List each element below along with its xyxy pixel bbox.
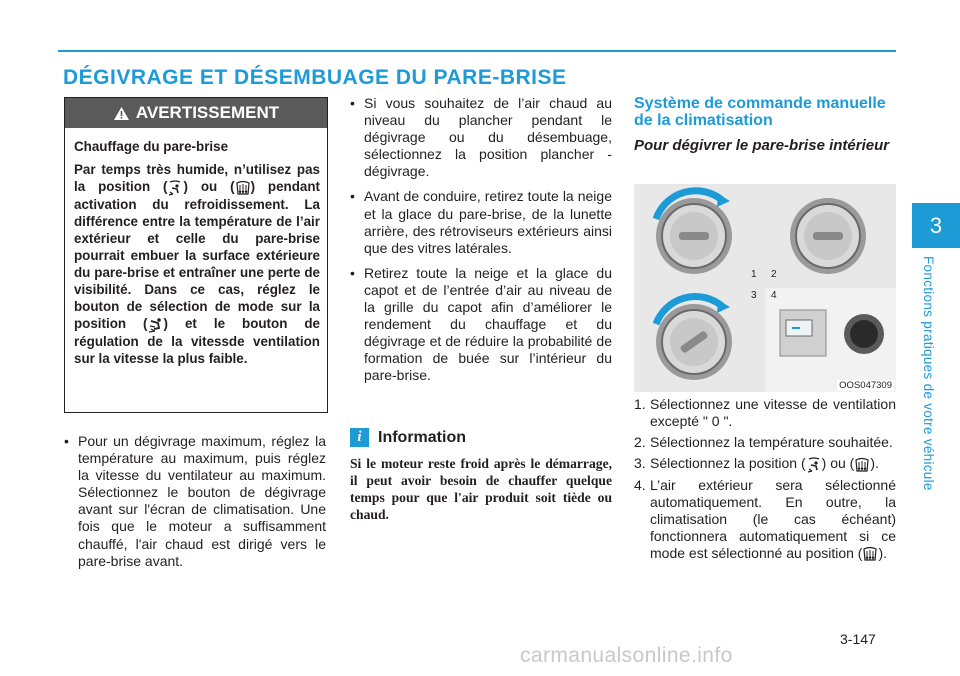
figure-label: 2 — [771, 269, 777, 280]
warning-text — [74, 161, 320, 367]
floor-vent-icon — [148, 317, 164, 333]
warning-body — [74, 138, 320, 373]
figure-label: 1 — [751, 269, 757, 280]
list-item — [634, 477, 896, 563]
step-text: ). — [878, 544, 888, 561]
section-title: Système de commande manuelle de la climatisation — [634, 95, 886, 129]
warning-heading: AVERTISSEMENT — [135, 103, 280, 122]
warning-text-b: ) ou ( — [183, 179, 235, 195]
page-number: 3-147 — [840, 631, 876, 647]
list-item: • Retirez toute la neige et la glace du capot et de l’entrée d’air au niveau de la grille du capot afin d’améliorer le rendement du chauffage et du dégivrage et de réduire la probabilité de formation de buée sur l’intérieur du pare-brise. — [350, 265, 612, 385]
warning-title: Chauffage du pare-brise — [74, 139, 229, 154]
warning-text-c: ) pendant activation du refroidissement. La différence entre la température de l’air extérieur et celle du pare-brise pourrait embuer la surface extérieure du pare-brise et entraîner une perte de visibilité. Dans ce cas, réglez le bouton de sélection de mode sur la position ( — [74, 179, 320, 332]
climate-control-figure — [634, 184, 896, 392]
climate-figure-drawing — [634, 184, 896, 392]
warning-text-a: Par temps très humide, n’utilisez pas la position ( — [74, 162, 320, 195]
list-item — [634, 434, 896, 451]
chapter-label: Fonctions pratiques de votre véhicule — [921, 256, 936, 491]
warning-header — [65, 98, 327, 128]
section-subtitle: Pour dégivrer le pare-brise intérieur — [634, 137, 890, 154]
chapter-tab[interactable]: 3 — [912, 203, 960, 248]
list-item: • Pour un dégivrage maximum, réglez la température au maximum, puis réglez la vitesse du ventilateur au maximum. Sélectionnez le bouton de dégivrage avant sur l'écran de climatisation. Une fois que le moteur a suffisamment chauffé, l'air chaud est dirigé vers le pare-brise avant. — [64, 433, 326, 570]
step-text: Sélectionnez une vitesse de ventilation excepté " 0 ". — [650, 396, 896, 430]
figure-label: 4 — [771, 290, 777, 301]
defrost-icon — [854, 457, 870, 473]
step-text: Sélectionnez la température souhaitée. — [650, 434, 893, 451]
step-text: L’air extérieur sera sélectionné automatiquement. En outre, la climatisation (le cas échéant) fonctionnera automatiquement si ce mode est sélectionné au position ( — [650, 476, 896, 561]
step-text: Sélectionnez la position ( — [650, 455, 806, 472]
figure-code: OOS047309 — [839, 380, 892, 391]
info-header — [350, 428, 466, 447]
info-icon: i — [350, 428, 369, 447]
defrost-icon — [862, 546, 878, 562]
middle-column — [350, 95, 612, 393]
step-number: 4. — [634, 476, 646, 493]
step-number: 3. — [634, 455, 646, 472]
left-column — [64, 433, 326, 578]
step-text: ) ou ( — [821, 455, 855, 472]
floor-defrost-icon — [167, 180, 183, 196]
figure-label: 3 — [751, 290, 757, 301]
list-item: • Avant de conduire, retirez toute la neige et la glace du pare-brise, de la lunette arrière, des rétroviseurs extérieurs ainsi que des vitres latérales. — [350, 188, 612, 256]
header-rule — [58, 50, 896, 52]
steps-list — [634, 396, 896, 566]
info-text: Si le moteur reste froid après le démarrage, il peut avoir besoin de chauffer quelque temps pour que l'air produit soit tiède ou chaud. — [350, 456, 612, 522]
warning-text-d: ) et le bouton de régulation de la vitessde ventilation sur la vitesse la plus faible. — [74, 316, 320, 366]
list-item — [634, 396, 896, 430]
list-item — [634, 455, 896, 472]
watermark: carmanualsonline.info — [520, 644, 733, 667]
page-title: DÉGIVRAGE ET DÉSEMBUAGE DU PARE-BRISE — [63, 66, 567, 89]
info-heading: Information — [378, 428, 466, 446]
floor-defrost-icon — [806, 457, 822, 473]
warning-box — [64, 97, 328, 413]
defrost-icon — [235, 180, 251, 196]
step-number: 2. — [634, 434, 646, 451]
step-number: 1. — [634, 396, 646, 412]
step-text: ). — [870, 455, 879, 472]
warning-triangle-icon — [113, 106, 130, 121]
list-item: • Si vous souhaitez de l’air chaud au niveau du plancher pendant le dégivrage ou du désembuage, sélectionnez la position plancher - dégivrage. — [350, 95, 612, 180]
